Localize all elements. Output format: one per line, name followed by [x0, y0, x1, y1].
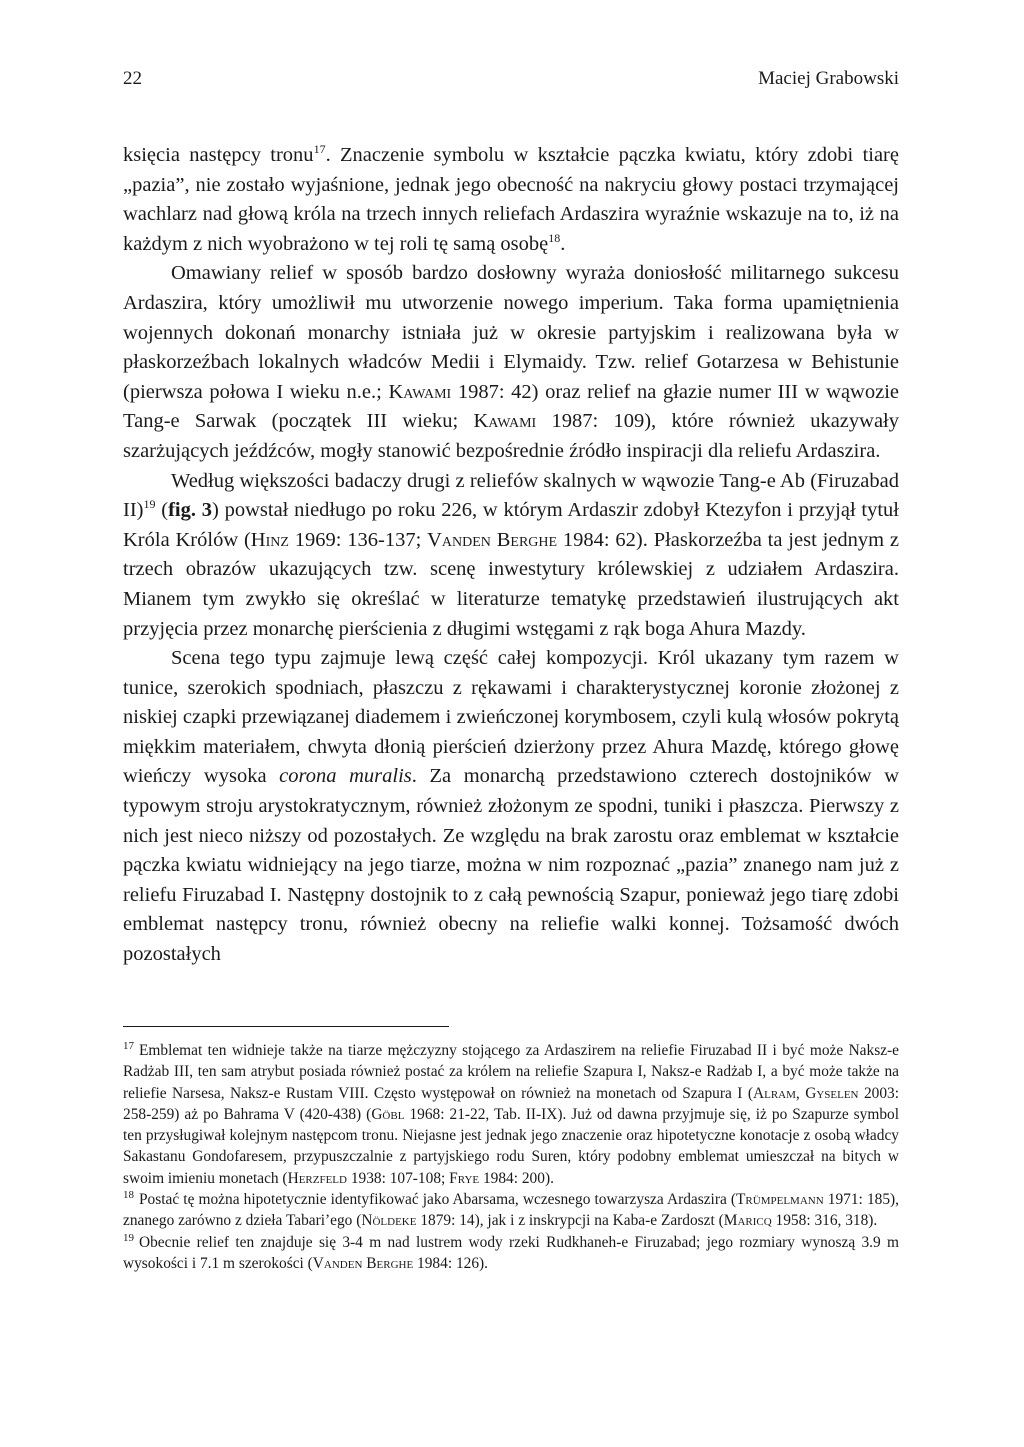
- text-run: . Za monarchą przedstawiono czterech dostojników w typowym stroju arystokratycznym, również złożonym ze spodni, tuniki i płaszcza. Pierwszy z nich jest nieco niższy od pozostałych. Ze względu na brak zarostu oraz emblemat w kształcie pączka kwiatu widniejący na jego tiarze, można w nim rozpoznać „pazia” znanego nam już z reliefu Firuzabad I. Następny dostojnik to z całą pewnością Szapur, ponieważ jego tiarę zdobi emblemat następcy tronu, również obecny na reliefie walki konnej. Tożsamość dwóch pozostałych: [123, 765, 900, 966]
- text-run: 1971: 185), znanego zarówno z dzieła Tabari’ego (: [123, 1191, 899, 1230]
- small-caps-name: Hinz: [250, 528, 289, 551]
- small-caps-name: Göbl: [371, 1105, 405, 1123]
- footnote-number: 17: [123, 1039, 134, 1052]
- text-run: 1984: 200).: [479, 1169, 554, 1187]
- small-caps-name: Herzfeld: [287, 1169, 347, 1187]
- text-run: 1984: 62). Płaskorzeźba ta jest jednym z trzech obrazów ukazujących tzw. scenę inwestytury królewskiej z udziałem Ardaszira. Mianem tym zwykło się określać w literaturze tematykę przedstawień ilustrujących akt przyjęcia przez monarchę pierścienia z długimi wstęgami z rąk boga Ahura Mazdy.: [123, 528, 900, 640]
- text-run: ,: [795, 1084, 806, 1102]
- text-run: 1938: 107-108;: [346, 1169, 450, 1187]
- paragraph: [123, 141, 899, 259]
- text-run: Obecnie relief ten znajduje się 3-4 m nad lustrem wody rzeki Rudkhaneh-e Firuzabad; jego rozmiary wynoszą 3.9 m wysokości i 7.1 m szerokości (: [123, 1233, 899, 1272]
- footnote-ref: 18: [548, 230, 561, 245]
- text-run: .: [560, 232, 566, 255]
- text-run: 1987: 42) oraz relief na głazie numer III w wąwozie Tang-e Sarwak (początek III wieku;: [123, 380, 899, 433]
- footnote: [123, 1040, 899, 1189]
- text-run: 1969: 136-137;: [288, 528, 428, 551]
- footnote-separator: [123, 1026, 449, 1027]
- small-caps-name: Frye: [449, 1169, 480, 1187]
- text-run: (: [155, 499, 169, 522]
- footnote-number: 18: [123, 1188, 134, 1201]
- paragraph: [123, 259, 899, 466]
- text-run: ) powstał niedługo po roku 226, w którym Ardaszir zdobył Ktezyfon i przyjął tytuł Króla Królów (: [123, 499, 899, 551]
- text-run: Postać tę można hipotetycznie identyfikować jako Abarsama, wczesnego towarzysza Ardaszira (: [139, 1191, 737, 1209]
- italic-term: corona muralis: [279, 765, 412, 788]
- small-caps-name: Kawami: [388, 380, 452, 403]
- text-run: . Znaczenie symbolu w kształcie pączka kwiatu, który zdobi tiarę „pazia”, nie zostało wyjaśnione, jednak jego obecność na nakryciu głowy postaci trzymającej wachlarz nad głową króla na trzech innych reliefach Ardaszira wyraźnie wskazuje na to, iż na każdym z nich wyobrażono w tej roli tę samą osobę: [123, 144, 899, 255]
- text-run: Emblemat ten widnieje także na tiarze mężczyzny stojącego za Ardaszirem na reliefie Firuzabad II i być może Naksz-e Radżab III, ten sam atrybut posiada również postać za królem na reliefie Szapura I, Naksz-e Radżab I, a być może także na reliefie Narsesa, Naksz-e Rustam VIII. Często występował on również na monetach od Szapura I (: [123, 1042, 899, 1102]
- small-caps-name: Trümpelmann: [736, 1191, 824, 1209]
- text-run: 1958: 316, 318).: [771, 1212, 878, 1230]
- running-header: [123, 68, 899, 98]
- small-caps-name: Maricq: [723, 1212, 772, 1230]
- text-run: 1968: 21-22, Tab. II-IX). Już od dawna przyjmuje się, iż po Szapurze symbol ten przysługiwał kolejnym następcom tronu. Niejasne jest jednak jego znaczenie oraz hipotetyczne konotacje z osobą władcy Sakastanu Gondofaresem, przypuszczalnie z partyjskiego rodu Suren, który podobny emblemat umieszczał na bitych w swoim imieniu monetach (: [123, 1105, 899, 1187]
- small-caps-name: Alram: [752, 1084, 796, 1102]
- text-run: 1987: 109), które również ukazywały szarżujących jeźdźców, mogły stanowić bezpośrednie źródło inspiracji dla reliefu Ardaszira.: [123, 410, 899, 462]
- text-run: księcia następcy tronu: [123, 144, 314, 166]
- small-caps-name: Nöldeke: [361, 1212, 417, 1230]
- small-caps-name: Vanden Berghe: [312, 1254, 414, 1272]
- paragraph: [123, 644, 899, 970]
- text-run: 2003: 258-259) aż po Bahrama V (420-438) (: [123, 1084, 899, 1123]
- text-run: Scena tego typu zajmuje lewą część całej kompozycji. Król ukazany tym razem w tunice, szerokich spodniach, płaszczu z rękawami i charakterystycznej koronie złożonej z niskiej czapki przewiązanej diademem i zwieńczonej korymbosem, czyli kulą włosów pokrytą miękkim materiałem, chwyta dłonią pierścień dzierżony przez Ahura Mazdę, którego głowę wieńczy wysoka: [123, 647, 899, 788]
- text-run: 1879: 14), jak i z inskrypcji na Kaba-e Zardoszt (: [416, 1212, 724, 1230]
- figure-ref: fig. 3: [168, 499, 212, 522]
- footnote-number: 19: [123, 1231, 134, 1244]
- running-head-author: Maciej Grabowski: [758, 68, 899, 89]
- text-run: Według większości badaczy drugi z reliefów skalnych w wąwozie Tang-e Ab (Firuzabad II): [123, 469, 899, 522]
- footnotes: [123, 1040, 899, 1274]
- small-caps-name: Kawami: [473, 410, 537, 433]
- body-text: [123, 141, 899, 970]
- footnote: [123, 1189, 899, 1232]
- text-run: 1984: 126).: [413, 1254, 488, 1272]
- footnote-ref: 19: [143, 497, 156, 512]
- footnote: [123, 1232, 899, 1275]
- small-caps-name: Vanden Berghe: [427, 528, 558, 551]
- page-number: 22: [123, 68, 142, 89]
- paragraph: [123, 467, 899, 645]
- text-run: Omawiany relief w sposób bardzo dosłowny wyraża doniosłość militarnego sukcesu Ardaszira, który umożliwił mu utworzenie nowego imperium. Taka forma upamiętnienia wojennych dokonań monarchy istniała już w okresie partyjskim i realizowana była w płaskorzeźbach lokalnych władców Medii i Elymaidy. Tzw. relief Gotarzesa w Behistunie (pierwsza połowa I wieku n.e.;: [123, 262, 899, 403]
- footnote-ref: 17: [313, 142, 326, 157]
- small-caps-name: Gyselen: [805, 1084, 859, 1102]
